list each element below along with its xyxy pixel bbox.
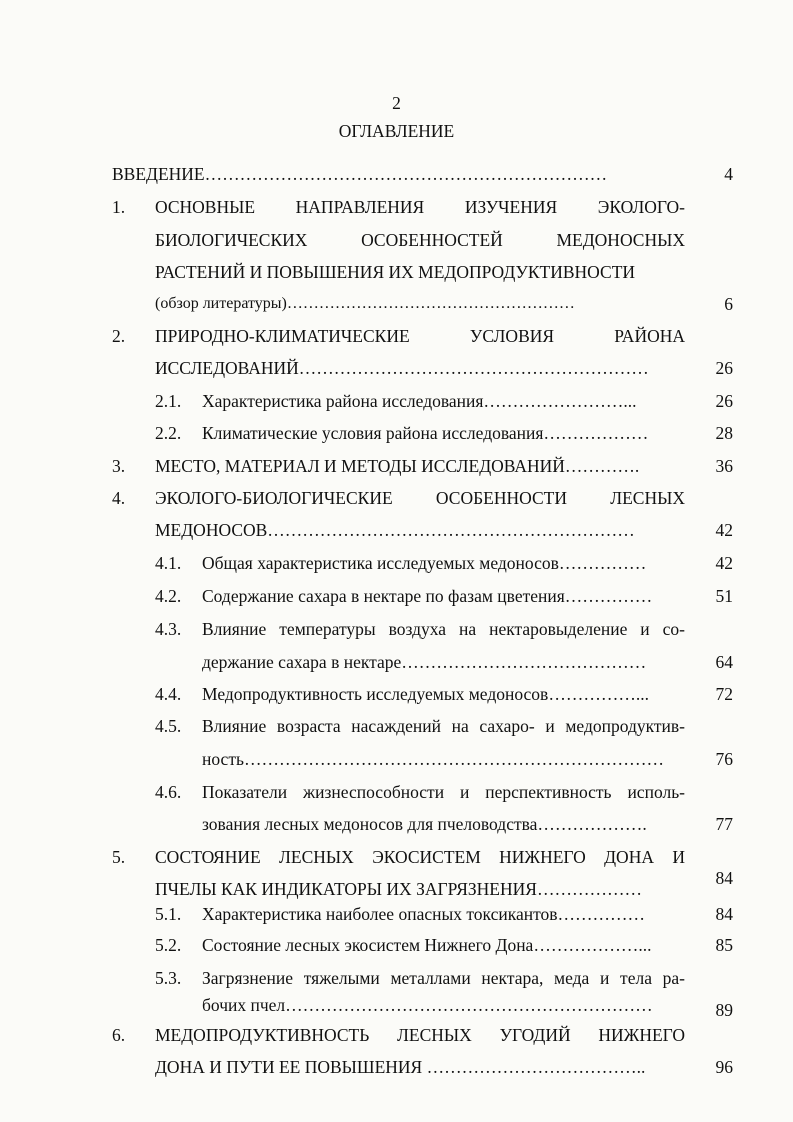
toc-section-number: 5. — [112, 847, 126, 867]
toc-subsection-title: Влияние возраста насаждений на сахаро- и медопродуктив- — [202, 716, 685, 736]
toc-entry-page: 85 — [715, 935, 733, 955]
toc-entry-page: 89 — [715, 1000, 733, 1020]
toc-entry-page: 72 — [715, 684, 733, 704]
toc-section-title-line: РАСТЕНИЙ И ПОВЫШЕНИЯ ИХ МЕДОПРОДУКТИВНОСТИ — [155, 262, 636, 282]
toc-entry-page: 84 — [715, 868, 733, 888]
toc-section-number: 4. — [112, 488, 126, 508]
toc-entry-page: 6 — [724, 294, 733, 314]
toc-subsection-title: Медопродуктивность исследуемых медоносов……………... — [202, 684, 649, 704]
toc-section-number: 2. — [112, 326, 126, 346]
toc-subsection-title: бочих пчел……………………………………………………… — [202, 995, 653, 1015]
toc-entry-page: 42 — [715, 520, 733, 540]
toc-entry-text: ВВЕДЕНИЕ…………………………………………………………… — [112, 164, 608, 184]
toc-entry-page: 51 — [715, 586, 733, 606]
toc-entry-page: 28 — [715, 423, 733, 443]
toc-entry-page: 4 — [724, 164, 733, 184]
toc-subsection-title: Состояние лесных экосистем Нижнего Дона………………... — [202, 935, 652, 955]
toc-section-title-line: МЕДОПРОДУКТИВНОСТЬ ЛЕСНЫХ УГОДИЙ НИЖНЕГО — [155, 1025, 685, 1045]
toc-section-title-line: ОСНОВНЫЕ НАПРАВЛЕНИЯ ИЗУЧЕНИЯ ЭКОЛОГО- — [155, 197, 685, 217]
toc-section-title-line: ИССЛЕДОВАНИЙ…………………………………………………… — [155, 358, 649, 378]
toc-entry-page: 96 — [715, 1057, 733, 1077]
toc-subsection-title: Характеристика района исследования……………………... — [202, 391, 637, 411]
toc-subsection-title: Характеристика наиболее опасных токсикантов…………… — [202, 904, 646, 924]
toc-subsection-number: 4.1. — [155, 553, 182, 573]
toc-section-title-line: ДОНА И ПУТИ ЕЕ ПОВЫШЕНИЯ ……………………………….. — [155, 1057, 646, 1077]
toc-subsection-title: Загрязнение тяжелыми металлами нектара, меда и тела ра- — [202, 968, 685, 988]
toc-subsection-number: 5.3. — [155, 968, 182, 988]
toc-subsection-number: 5.1. — [155, 904, 182, 924]
page-number: 2 — [392, 93, 401, 113]
toc-entry-page: 26 — [715, 391, 733, 411]
toc-subsection-title: ность……………………………………………………………… — [202, 749, 664, 769]
toc-subsection-number: 4.5. — [155, 716, 182, 736]
toc-section-title-line: ПРИРОДНО-КЛИМАТИЧЕСКИЕ УСЛОВИЯ РАЙОНА — [155, 326, 685, 346]
toc-section-title-line: ЭКОЛОГО-БИОЛОГИЧЕСКИЕ ОСОБЕННОСТИ ЛЕСНЫХ — [155, 488, 685, 508]
toc-section-title-line: (обзор литературы)……………………………………………… — [155, 295, 575, 312]
toc-section-number: 1. — [112, 197, 126, 217]
toc-subsection-number: 5.2. — [155, 935, 182, 955]
toc-subsection-number: 2.2. — [155, 423, 182, 443]
toc-section-title-line: СОСТОЯНИЕ ЛЕСНЫХ ЭКОСИСТЕМ НИЖНЕГО ДОНА И — [155, 847, 685, 867]
toc-subsection-number: 4.6. — [155, 782, 182, 802]
toc-entry-page: 26 — [715, 358, 733, 378]
toc-entry-page: 76 — [715, 749, 733, 769]
toc-entry-page: 42 — [715, 553, 733, 573]
toc-subsection-title: Влияние температуры воздуха на нектаровыделение и со- — [202, 619, 685, 639]
toc-section-title-line: МЕСТО, МАТЕРИАЛ И МЕТОДЫ ИССЛЕДОВАНИЙ…………. — [155, 456, 640, 476]
toc-section-number: 6. — [112, 1025, 126, 1045]
toc-subsection-title: держание сахара в нектаре…………………………………… — [202, 652, 647, 672]
toc-subsection-number: 4.2. — [155, 586, 182, 606]
toc-subsection-number: 4.4. — [155, 684, 182, 704]
toc-subsection-title: Показатели жизнеспособности и перспективность исполь- — [202, 782, 685, 802]
page-title: ОГЛАВЛЕНИЕ — [338, 121, 455, 141]
toc-subsection-number: 2.1. — [155, 391, 182, 411]
toc-subsection-title: зования лесных медоносов для пчеловодства………………. — [202, 814, 647, 834]
toc-entry-page: 64 — [715, 652, 733, 672]
toc-entry-page: 84 — [715, 904, 733, 924]
toc-entry-page: 36 — [715, 456, 733, 476]
toc-subsection-number: 4.3. — [155, 619, 182, 639]
toc-section-number: 3. — [112, 456, 126, 476]
toc-section-title-line: ПЧЕЛЫ КАК ИНДИКАТОРЫ ИХ ЗАГРЯЗНЕНИЯ……………… — [155, 879, 642, 899]
toc-section-title-line: МЕДОНОСОВ……………………………………………………… — [155, 520, 635, 540]
toc-subsection-title: Содержание сахара в нектаре по фазам цветения…………… — [202, 586, 653, 606]
toc-subsection-title: Общая характеристика исследуемых медоносов…………… — [202, 553, 647, 573]
toc-entry-page: 77 — [715, 814, 733, 834]
toc-subsection-title: Климатические условия района исследования……………… — [202, 423, 649, 443]
toc-section-title-line: БИОЛОГИЧЕСКИХ ОСОБЕННОСТЕЙ МЕДОНОСНЫХ — [155, 230, 685, 250]
